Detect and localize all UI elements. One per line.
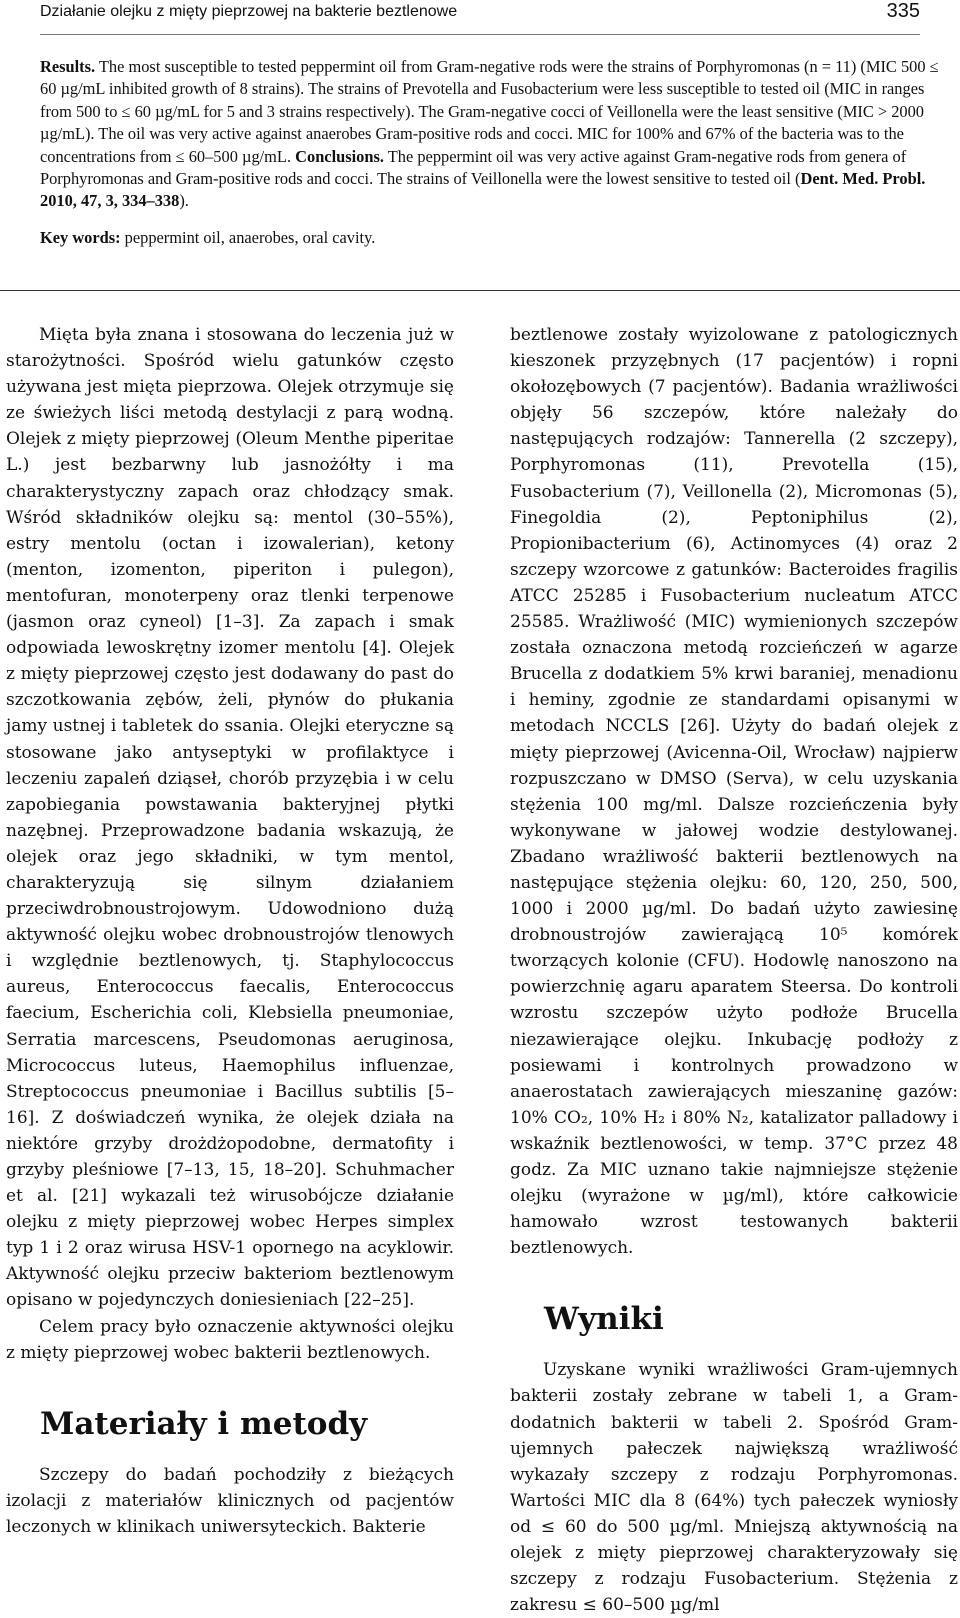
conclusions-label: Conclusions.	[295, 146, 384, 166]
results-text: The most susceptible to tested peppermint oil from Gram-negative rods were the strains of Porphyromonas (n = 11) (MIC 500 ≤ 60 µg/mL inhibited growth of 8 strains). The strains of Prevotella and Fusobacterium were less susceptible to tested oil (MIC in ranges from 500 to ≤ 60 µg/mL for 5 and 3 strains respectively). The Gram-negative cocci of Veillonella were the least sensitive (MIC > 2000 µg/mL). The oil was very active against anaerobes Gram-positive rods and cocci. MIC for 100% and 67% of the bacteria was to the concentrations from ≤ 60–500 µg/mL.	[40, 57, 939, 166]
methods-continued-paragraph: beztlenowe zostały wyizolowane z patologicznych kieszonek przyzębnych (17 pacjentów) i ropni okołozębowych (7 pacjentów). Badania wrażliwości objęły 56 szczepów, które należały do następujących rodzajów: Tannerella (2 szczepy), Porphyromonas (11), Prevotella (15), Fusobacterium (7), Veillonella (2), Micromonas (5), Finegoldia (2), Peptoniphilus (2), Propionibacterium (6), Actinomyces (4) oraz 2 szczepy wzorcowe z gatunków: Bacteroides fragilis ATCC 25285 i Fusobacterium nucleatum ATCC 25585. Wrażliwość (MIC) wymienionych szczepów została oznaczona metodą rozcieńczeń w agarze Brucella z dodatkiem 5% krwi baraniej, menadionu i heminy, zgodnie ze standardami opisanymi w metodach NCCLS [26]. Użyty do badań olejek z mięty pieprzowej (Avicenna-Oil, Wrocław) najpierw rozpuszczano w DMSO (Serva), w celu uzyskania stężenia 100 mg/ml. Dalsze rozcieńczenia były wykonywane w jałowej wodzie destylowanej. Zbadano wrażliwość bakterii beztlenowych na następujące stężenia olejku: 60, 120, 250, 500, 1000 i 2000 µg/ml. Do badań użyto zawiesinę drobnoustrojów zawierającą 10⁵ komórek tworzących kolonie (CFU). Hodowlę nanoszono na powierzchnię agaru aparatem Steersa. Do kontroli wzrostu szczepów użyto podłoże Brucella niezawierające olejku. Inkubację podłoży z posiewami i kontrolnych prowadzono w anaerostatach zawierających mieszaninę gazów: 10% CO₂, 10% H₂ i 80% N₂, katalizator palladowy i wskaźnik beztlenowości, w temp. 37°C przez 48 godz. Za MIC uznano takie najmniejsze stężenie olejku (wyrażone w µg/ml), które całkowicie hamowało wzrost testowanych bakterii beztlenowych.	[510, 325, 958, 1259]
keywords	[40, 227, 940, 249]
aim-paragraph: Celem pracy było oznaczenie aktywności olejku z mięty pieprzowej wobec bakterii beztlenowych.	[6, 1316, 454, 1363]
page-number: 335	[886, 0, 920, 22]
citation-end: ).	[179, 191, 189, 211]
left-column	[6, 322, 454, 1540]
results-paragraph: Uzyskane wyniki wrażliwości Gram-ujemnych bakterii zostały zebrane w tabeli 1, a Gram-dodatnich bakterii w tabeli 2. Spośród Gram-ujemnych pałeczek największą wrażliwość wykazały szczepy z rodzaju Porphyromonas. Wartości MIC dla 8 (64%) tych pałeczek wyniosły od ≤ 60 do 500 µg/ml. Mniejszą aktywnością na olejek z mięty pieprzowej charakteryzowały się szczepy z rodzaju Fusobacterium. Stężenia z zakresu ≤ 60–500 µg/ml	[510, 1360, 958, 1616]
keywords-text: peppermint oil, anaerobes, oral cavity.	[120, 227, 376, 247]
running-header	[40, 0, 920, 35]
conclusions-text: The peppermint oil was very active against Gram-negative rods from genera of Porphyromonas and Gram-positive rods and cocci. The strains of Veillonella were the lowest sensitive to tested oil (	[40, 146, 907, 189]
abstract	[40, 56, 940, 249]
methods-paragraph: Szczepy do badań pochodziły z bieżących izolacji z materiałów klinicznych od pacjentów leczonych w klinikach uniwersyteckich. Bakterie	[6, 1464, 454, 1537]
citation: Dent. Med. Probl. 2010, 47, 3, 334–338	[40, 169, 926, 211]
section-divider	[0, 290, 960, 291]
results-heading: Wyniki	[544, 1301, 664, 1338]
keywords-label: Key words:	[40, 227, 121, 247]
methods-heading: Materiały i metody	[40, 1405, 368, 1442]
abstract-results	[40, 56, 940, 213]
running-title: Działanie olejku z mięty pieprzowej na bakterie beztlenowe	[40, 3, 458, 20]
results-label: Results.	[40, 57, 96, 76]
intro-paragraph: Mięta była znana i stosowana do leczenia już w starożytności. Spośród wielu gatunków często używana jest mięta pieprzowa. Olejek otrzymuje się ze świeżych liści metodą destylacji z parą wodną. Olejek z mięty pieprzowej (Oleum Menthe piperitae L.) jest bezbarwny lub jasnożółty i ma charakterystyczny zapach oraz chłodzący smak. Wśród składników olejku są: mentol (30–55%), estry mentolu (octan i izowalerian), ketony (menton, izomenton, piperiton i pulegon), mentofuran, monoterpeny oraz tlenki terpenowe (jasmon oraz cyneol) [1–3]. Za zapach i smak odpowiada lewoskrętny izomer mentolu [4]. Olejek z mięty pieprzowej często jest dodawany do past do szczotkowania zębów, żeli, płynów do płukania jamy ustnej i tabletek do ssania. Olejki eteryczne są stosowane jako antyseptyki w profilaktyce i leczeniu zapaleń dziąseł, chorób przyzębia i w celu zapobiegania powstawania bakteryjnej płytki nazębnej. Przeprowadzone badania wskazują, że olejek oraz jego składniki, w tym mentol, charakteryzują się silnym działaniem przeciwdrobnoustrojowym. Udowodniono dużą aktywność olejku wobec drobnoustrojów tlenowych i względnie beztlenowych, tj. Staphylococcus aureus, Enterococcus faecalis, Enterococcus faecium, Escherichia coli, Klebsiella pneumoniae, Serratia marcescens, Pseudomonas aeruginosa, Micrococcus luteus, Haemophilus influenzae, Streptococcus pneumoniae i Bacillus subtilis [5–16]. Z doświadczeń wynika, że olejek działa na niektóre grzyby drożdżopodobne, dermatofity i grzyby pleśniowe [7–13, 15, 18–20]. Schuhmacher et al. [21] wykazali też wirusobójcze działanie olejku z mięty pieprzowej wobec Herpes simplex typ 1 i 2 oraz wirusa HSV-1 opornego na acyklowir. Aktywność olejku przeciw bakteriom beztlenowym opisano w pojedynczych doniesieniach [22–25].	[6, 325, 454, 1311]
right-column	[510, 322, 958, 1618]
